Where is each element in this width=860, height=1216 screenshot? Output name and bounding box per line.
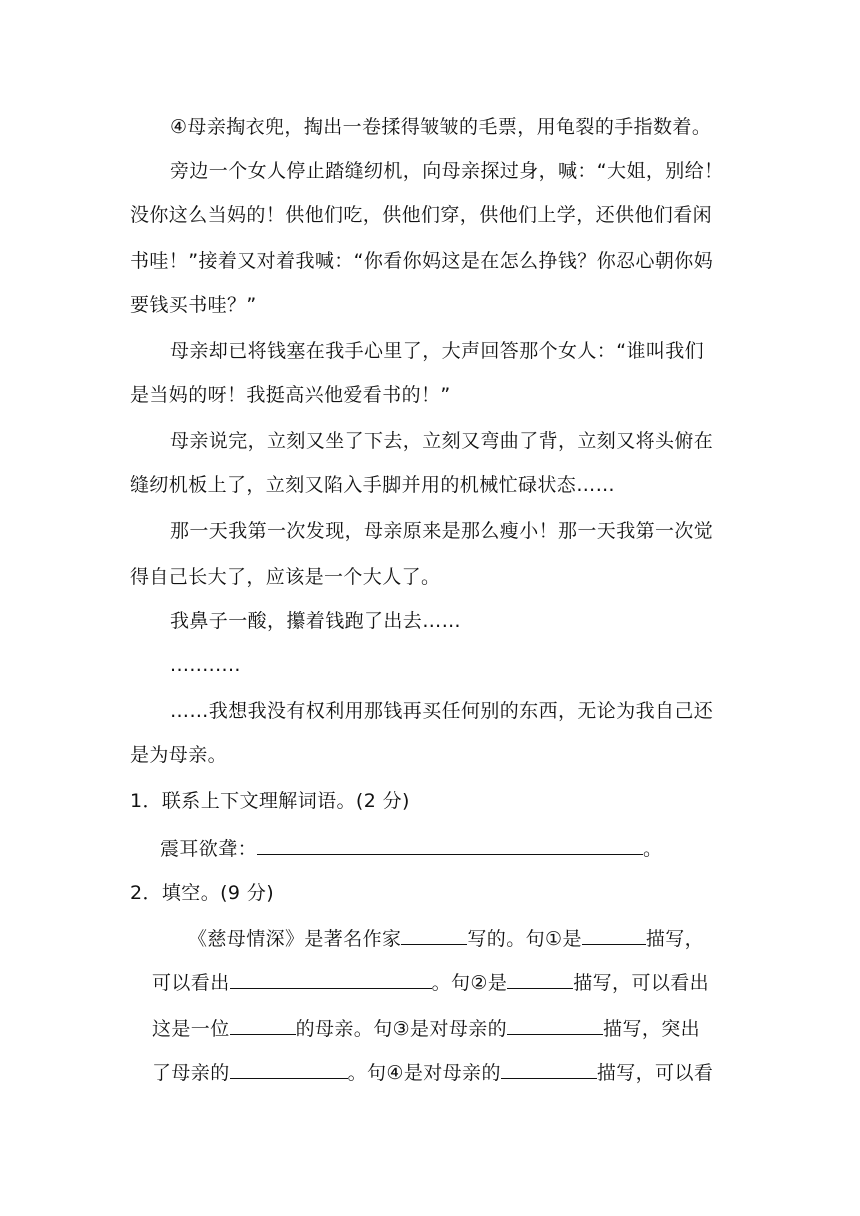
fill-text: 的母亲。句③是对母亲的: [295, 1018, 508, 1040]
fill-text: 了母亲的: [152, 1062, 230, 1084]
paragraph-line: 得自己长大了，应该是一个大人了。: [130, 566, 441, 588]
question-1-title: 1．联系上下文理解词语。(2 分): [130, 790, 410, 812]
answer-blank[interactable]: [230, 1060, 348, 1079]
paragraph-line: 是为母亲。: [130, 744, 228, 766]
fill-line: [152, 1014, 752, 1044]
answer-blank[interactable]: [401, 926, 467, 945]
fill-text: 描写，可以看出: [573, 972, 710, 994]
answer-blank[interactable]: [507, 970, 573, 989]
paragraph-4-line: ④母亲掏衣兜，掏出一卷揉得皱皱的毛票，用龟裂的手指数着。: [170, 116, 712, 138]
answer-blank[interactable]: [230, 1016, 296, 1035]
question-1-end: 。: [643, 838, 663, 860]
fill-line: [152, 968, 752, 998]
paragraph-line: 要钱买书哇？”: [130, 294, 257, 316]
answer-blank[interactable]: [582, 926, 646, 945]
paragraph-line: 书哇！”接着又对着我喊：“你看你妈这是在怎么挣钱？你忍心朝你妈: [130, 250, 714, 272]
paragraph-line: 没你这么当妈的！供他们吃，供他们穿，供他们上学，还供他们看闲: [130, 204, 713, 226]
paragraph-line: 母亲说完，立刻又坐了下去，立刻又弯曲了背，立刻又将头俯在: [170, 430, 714, 452]
paragraph-line: 缝纫机板上了，立刻又陷入手脚并用的机械忙碌状态……: [130, 474, 616, 496]
fill-text: 描写，突出: [603, 1018, 701, 1040]
question-2-title: 2．填空。(9 分): [130, 882, 275, 904]
fill-text: 。句④是对母亲的: [347, 1062, 501, 1084]
fill-text: 这是一位: [152, 1018, 230, 1040]
fill-text: 可以看出: [152, 972, 230, 994]
paragraph-line: ……我想我没有权利用那钱再买任何别的东西，无论为我自己还: [170, 700, 714, 722]
answer-blank[interactable]: [501, 1060, 597, 1079]
fill-text: 。句②是: [431, 972, 508, 994]
answer-blank[interactable]: [257, 836, 643, 855]
answer-blank[interactable]: [230, 970, 432, 989]
fill-line: [152, 1058, 752, 1088]
fill-text: 《慈母情深》是著名作家: [188, 928, 402, 950]
question-1-answer-line: [160, 834, 760, 864]
paragraph-line: 我鼻子一酸，攥着钱跑了出去……: [170, 610, 462, 632]
answer-blank[interactable]: [507, 1016, 603, 1035]
paragraph-line: 旁边一个女人停止踏缝纫机，向母亲探过身，喊：“大姐，别给！: [170, 160, 724, 182]
paragraph-line: 是当妈的呀！我挺高兴他爱看书的！”: [130, 384, 451, 406]
paragraph-line: 那一天我第一次发现，母亲原来是那么瘦小！那一天我第一次觉: [170, 520, 714, 542]
paragraph-line: 母亲却已将钱塞在我手心里了，大声回答那个女人：“谁叫我们: [170, 340, 705, 362]
fill-line: [188, 924, 788, 954]
question-1-label: 震耳欲聋：: [160, 838, 258, 860]
fill-text: 写的。句①是: [467, 928, 582, 950]
ellipsis-line: ...........: [170, 654, 241, 676]
fill-text: 描写，: [645, 928, 705, 950]
fill-text: 描写，可以看: [596, 1062, 714, 1084]
